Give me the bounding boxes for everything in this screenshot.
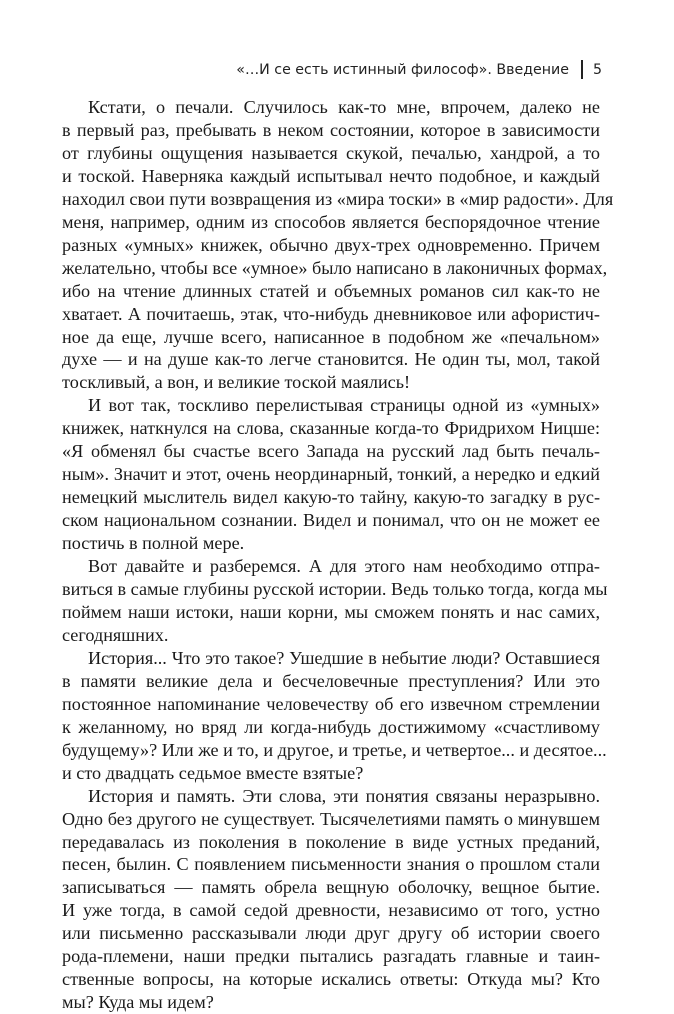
paragraph xyxy=(62,647,607,785)
text-line: будущему»? Или же и то, и другое, и третье, и четвертое... и десятое... xyxy=(62,739,607,760)
text-line: ственные вопросы, на которые искались ответы: Откуда мы? Кто xyxy=(62,969,600,990)
paragraph xyxy=(62,394,600,555)
text-line: немецкий мыслитель видел какую-то тайну, какую-то загадку в рус- xyxy=(62,487,600,508)
text-line: или письменно рассказывали люди друг другу об истории своего xyxy=(62,923,600,944)
paragraph xyxy=(62,785,600,1014)
text-line: к желанному, но вряд ли когда-нибудь достижимому «счастливому xyxy=(62,716,600,737)
text-line: книжек, наткнулся на слова, сказанные когда-то Фридрихом Ницше: xyxy=(62,418,600,439)
text-line: рода-племени, наши предки пытались разгадать главные и таин- xyxy=(62,946,600,967)
text-line: Вот давайте и разберемся. А для этого нам необходимо отпра- xyxy=(88,556,600,577)
text-line: тоскливый, а вон, и великие тоской маялись! xyxy=(62,372,411,393)
text-line: духе — и на душе как-то легче становится. Не один ты, мол, такой xyxy=(62,349,600,370)
text-line: Кстати, о печали. Случилось как-то мне, впрочем, далеко не xyxy=(88,97,600,117)
text-line: и тоской. Наверняка каждый испытывал нечто подобное, и каждый xyxy=(62,165,600,186)
paragraph xyxy=(62,555,608,647)
text-line: История... Что это такое? Ушедшие в небытие люди? Оставшиеся xyxy=(88,647,600,668)
text-line: хватает. А почитаешь, этак, что-нибудь дневниковое или афористич- xyxy=(62,303,600,324)
running-title: «…И се есть истинный философ». Введение xyxy=(236,61,569,78)
text-line: записываться — память обрела вещную оболочку, вещное бытие. xyxy=(62,877,600,898)
paragraph xyxy=(62,96,614,394)
running-header xyxy=(236,60,602,79)
text-line: меня, например, одним из способов является беспорядочное чтение xyxy=(62,211,600,232)
text-line: сегодняшних. xyxy=(62,624,169,645)
text-line: виться в самые глубины русской истории. Ведь только тогда, когда мы xyxy=(62,579,608,600)
page-number: 5 xyxy=(592,61,602,78)
text-line: Одно без другого не существует. Тысячелетиями память о минувшем xyxy=(62,808,600,829)
text-line: «Я обменял бы счастье всего Запада на русский лад быть печаль- xyxy=(62,441,600,462)
text-line: мы? Куда мы идем? xyxy=(62,992,214,1013)
text-line: разных «умных» книжек, обычно двух-трех одновременно. Причем xyxy=(62,234,600,255)
page-body xyxy=(62,96,614,1014)
text-line: И вот так, тоскливо перелистывая страницы одной из «умных» xyxy=(88,395,600,416)
text-line: в первый раз, пребывать в неком состоянии, которое в зависимости xyxy=(62,119,600,140)
text-line: находил свои пути возвращения из «мира тоски» в «мир радости». Для xyxy=(62,188,614,209)
text-line: передавалась из поколения в поколение в виде устных преданий, xyxy=(62,831,600,852)
text-line: ным». Значит и этот, очень неординарный, тонкий, а нередко и едкий xyxy=(62,464,600,485)
text-line: постоянное напоминание человечеству об его извечном стремлении xyxy=(62,693,600,714)
text-line: И уже тогда, в самой седой древности, независимо от того, устно xyxy=(62,900,600,921)
text-line: История и память. Эти слова, эти понятия связаны неразрывно. xyxy=(88,785,600,806)
text-line: поймем наши истоки, наши корни, мы сможем понять и нас самих, xyxy=(62,601,600,622)
text-line: в памяти великие дела и бесчеловечные преступления? Или это xyxy=(62,670,600,691)
text-line: песен, былин. С появлением письменности знания о прошлом стали xyxy=(62,854,600,875)
text-line: от глубины ощущения называется скукой, печалью, хандрой, а то xyxy=(62,142,600,163)
header-separator xyxy=(581,60,583,79)
text-line: ском национальном сознании. Видел и понимал, что он не может ее xyxy=(62,510,600,531)
text-line: желательно, чтобы все «умное» было написано в лаконичных формах, xyxy=(62,257,608,278)
text-line: постичь в полной мере. xyxy=(62,533,245,554)
text-line: ное да еще, лучше всего, написанное в подобном же «печальном» xyxy=(62,326,600,347)
text-line: и сто двадцать седьмое вместе взятые? xyxy=(62,762,364,783)
text-line: ибо на чтение длинных статей и объемных романов сил как-то не xyxy=(62,280,600,301)
